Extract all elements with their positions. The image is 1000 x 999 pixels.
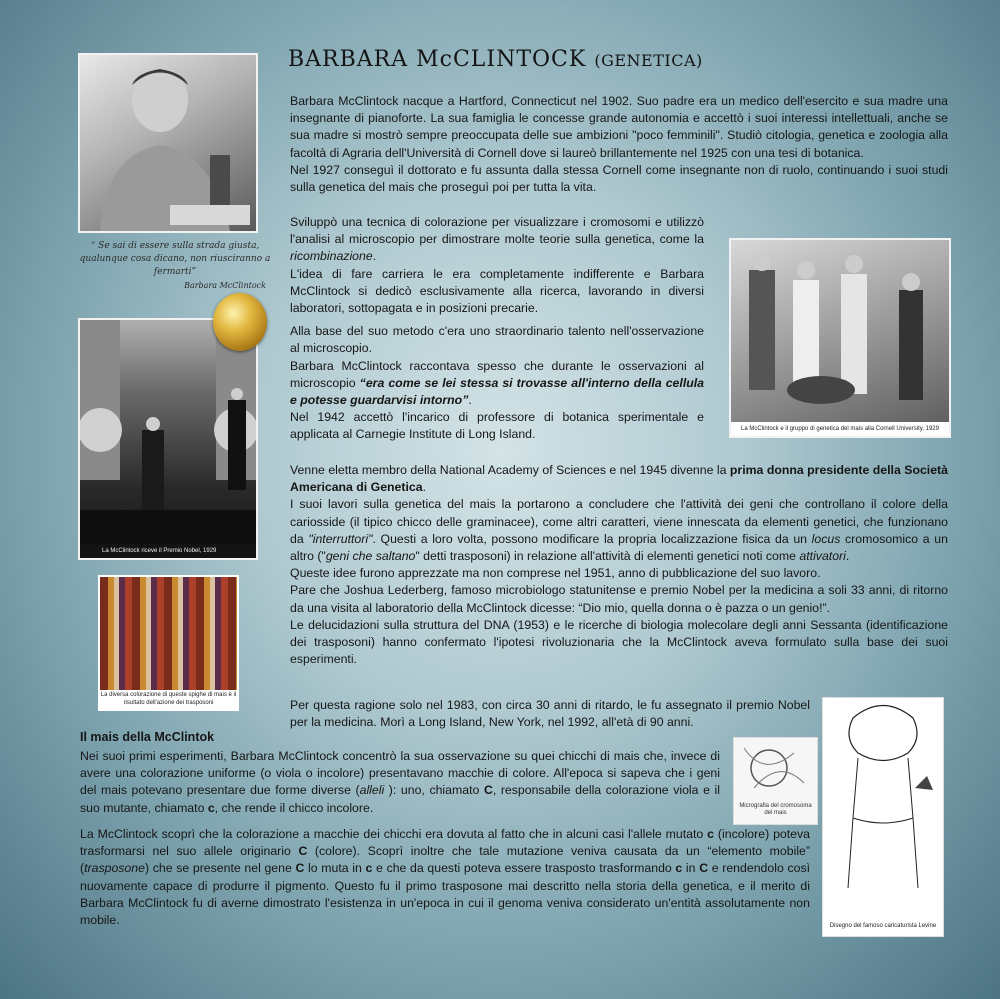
paragraph-carnegie: Nel 1942 accettò l'incarico di professore di botanica sperimentale e applicata al Carnegie Institute di Long Island.: [290, 410, 704, 442]
corn-cobs-photo: [98, 575, 239, 711]
paragraph-birth: Barbara McClintock nacque a Hartford, Connecticut nel 1902. Suo padre era un medico dell'esercito e sua madre una insegnante di pianoforte. La sua famiglia le concesse grande autonomia e accettò i suoi interessi intellettuali, anche se sua madre si mostrò sempre preoccupata delle sue ambizioni "poco femminili". Studiò citologia, genetica e zoologia alla facoltà di Agraria dell'Università di Cornell dove si laureò brillantemente nel 1925 con una tesi di botanica.: [290, 94, 948, 160]
group-illustration: [731, 240, 949, 420]
paragraph-technique: Sviluppò una tecnica di colorazione per visualizzare i cromosomi e utilizzò l'analisi al microscopio per dimostrare molte teorie sulla genetica, come la ricombinazione.: [290, 215, 704, 264]
chromosome-micrograph: [733, 737, 818, 825]
bio-nobel: [290, 697, 810, 731]
quote-block: [70, 240, 280, 292]
quote-text: “ Se sai di essere sulla strada giusta, qualunque cosa dicano, non riusciranno a fermarti”: [79, 241, 271, 277]
paragraph-dna: Le delucidazioni sulla struttura del DNA (1953) e le ricerche di biologia molecolare degli anni Sessanta (identificazione dei trasposoni) hanno confermato l'ipotesi rivoluzionaria che la McClintock aveva formulato sulla base dei suoi esperimenti.: [290, 617, 948, 667]
drawing-caption: Disegno del famoso caricaturista Levine: [829, 923, 937, 929]
nobel-medal-image: [213, 293, 267, 351]
portrait-photo: [78, 53, 258, 233]
micro-caption: Micrografia del cromosoma del mais: [739, 803, 812, 816]
bio-middle: [290, 214, 704, 444]
nobel-illustration: [80, 320, 256, 558]
nobel-caption: La McClintock riceve il Premio Nobel, 1929: [80, 544, 256, 558]
paragraph-career: L'idea di fare carriera le era completamente indifferente e Barbara McClintock si dedicò esclusivamente alla ricerca, lavorando in diversi laboratori, sottopagata e in posizioni precarie.: [290, 266, 704, 316]
portrait-illustration: [80, 55, 256, 231]
title-sub: (GENETICA): [594, 51, 703, 70]
paragraph-1951: Queste idee furono apprezzate ma non comprese nel 1951, anno di pubblicazione del suo lavoro.: [290, 566, 821, 581]
page-title: [288, 47, 703, 72]
caricature-drawing: [822, 697, 944, 937]
paragraph-transposons: I suoi lavori sulla genetica del mais la portarono a concludere che l'attività dei geni che controllano il colore della cariosside (il tipico chicco delle graminacee), come altri caratteri, viene innescata da elementi genetici, che funzionano da "interruttori". Questi a loro volta, possono modificare la propria localizzazione fisica da un locus cromosomico a un altro ("geni che saltano" detti trasposoni) in relazione all'attività di elementi genetici noti come attivatori.: [290, 497, 948, 564]
paragraph-quote: Barbara McClintock raccontava spesso che durante le osservazioni al microscopio “era come se lei stessa si trovasse all'interno della cellula e potesse guardarvisi intorno”.: [290, 358, 704, 408]
section-title-mais: Il mais della McClintok: [80, 730, 215, 744]
bio-intro: [290, 93, 948, 196]
nobel-ceremony-photo: [78, 318, 258, 560]
caricature-illustration: [823, 698, 943, 918]
cornell-group-photo: [729, 238, 951, 438]
bio-wide: [290, 462, 948, 668]
title-main: BARBARA McCLINTOCK: [288, 47, 587, 72]
paragraph-lederberg: Pare che Joshua Lederberg, famoso microbiologo statunitense e premio Nobel per la medicina a soli 33 anni, di ritorno da una visita al laboratorio della McClintock dicesse: “Dio mio, quella donna o è pazza o un genio!”.: [290, 583, 948, 615]
micrograph-illustration: [734, 738, 817, 798]
paragraph-method: Alla base del suo metodo c'era uno straordinario talento nell'osservazione al microscopio.: [290, 324, 704, 356]
mais-paragraph-2: La McClintock scoprì che la colorazione a macchie dei chicchi era dovuta al fatto che in alcuni casi l'allele mutato c (incolore) poteva trasformarsi nel suo allele originario C (colore). Scoprì inoltre che tale mutazione veniva causata da un “elemento mobile” (trasposone) che se presente nel gene C lo muta in c e che da questi poteva essere trasposto trasformando c in C e rendendolo così nuovamente capace di produrre il pigmento. Questo fu il primo trasposone mai descritto nella storia della genetica, e il merito di Barbara McClintock fu di averne dimostrato l'esistenza in un'epoca in cui il genoma veniva considerato un'entità assolutamente non mobile.: [80, 827, 811, 928]
paragraph-nobel: Per questa ragione solo nel 1983, con circa 30 anni di ritardo, le fu assegnato il premio Nobel per la medicina. Morì a Long Island, New York, nel 1992, all'età di 90 anni.: [290, 698, 810, 730]
quote-signature: Barbara McClintock: [184, 281, 266, 290]
paragraph-doctorate: Nel 1927 conseguì il dottorato e fu assunta dalla stessa Cornell come insegnante non di ruolo, continuando i suoi studi sulla genetica del mais che proseguì poi per tutta la vita.: [290, 162, 948, 195]
corn-caption: La diversa colorazione di queste spighe di mais è il risultato dell'azione dei trasposoni: [100, 690, 237, 709]
group-caption: La McClintock e il gruppo di genetica del mais alla Cornell University, 1929: [731, 422, 949, 436]
paragraph-academy: Venne eletta membro della National Academy of Sciences e nel 1945 divenne la prima donna presidente della Società Americana di Genetica.: [290, 463, 948, 495]
mais-paragraph-1: Nei suoi primi esperimenti, Barbara McClintock concentrò la sua osservazione su quei chicchi di mais che, invece di avere una colorazione uniforme (o viola o incolore) presentavano macchie di colore. All'epoca si sapeva che i geni del mais potevano presentare due forme diverse (alleli ): uno, chiamato C, responsabile della colorazione viola e il suo mutante, chiamato c, che rende il chicco incolore.: [80, 749, 720, 815]
